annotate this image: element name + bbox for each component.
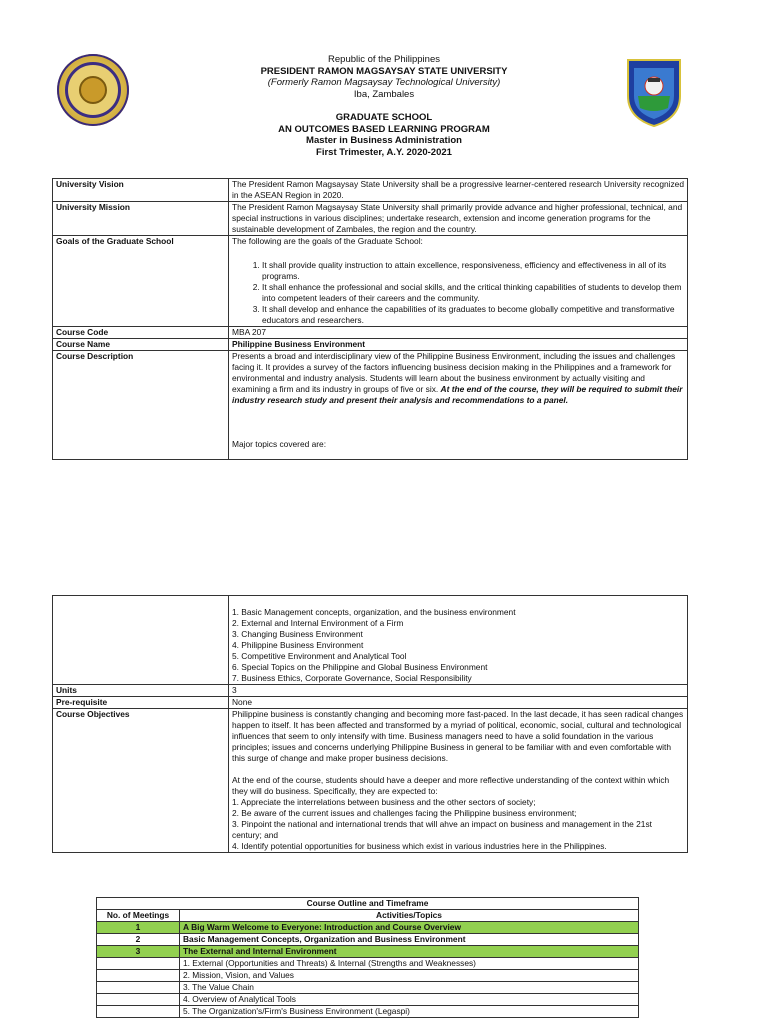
mission-text: The President Ramon Magsaysay State University shall primarily provide advance and higher professional, technical, and special instructions in various disciplines; undertake research, extension and income generation programs for the sustainable development of Zambales, the region and the country. xyxy=(229,202,688,236)
header-location: Iba, Zambales xyxy=(353,88,415,100)
course-code: MBA 207 xyxy=(229,327,688,339)
header-formerly: (Formerly Ramon Magsaysay Technological University) xyxy=(267,77,501,88)
topic-item: 1. Basic Management concepts, organization, and the business environment xyxy=(232,607,516,617)
goals-list xyxy=(232,260,684,326)
topic-item: 7. Business Ethics, Corporate Governance, Social Responsibility xyxy=(232,673,472,683)
header-university: PRESIDENT RAMON MAGSAYSAY STATE UNIVERSITY xyxy=(260,65,508,77)
vision-label: University Vision xyxy=(53,179,229,202)
goals-cell xyxy=(229,236,688,327)
meeting-number: 1 xyxy=(97,922,180,934)
units-value: 3 xyxy=(229,685,688,697)
objectives-intro: At the end of the course, students should have a deeper and more reflective understanding of the context within which they will do business. Specifically, they are expected to: xyxy=(232,775,670,796)
course-code-label: Course Code xyxy=(53,327,229,339)
header-degree: Master in Business Administration xyxy=(306,135,462,146)
topic-item: 6. Special Topics on the Philippine and Global Business Environment xyxy=(232,662,488,672)
goals-intro: The following are the goals of the Graduate School: xyxy=(232,236,423,246)
meeting-number: 3 xyxy=(97,946,180,958)
course-details-table xyxy=(52,595,688,853)
course-description-cell xyxy=(229,351,688,460)
goals-label: Goals of the Graduate School xyxy=(53,236,229,327)
topics-label-cell xyxy=(53,596,229,685)
units-label: Units xyxy=(53,685,229,697)
header-graduate-school: GRADUATE SCHOOL xyxy=(335,112,433,123)
course-description-emphasis: At the end of the course, they will be required to submit their industry research study and present their analysis and recommendations to a panel. xyxy=(232,384,683,405)
subtopic-item: 3. The Value Chain xyxy=(180,982,639,994)
course-name-label: Course Name xyxy=(53,339,229,351)
prerequisite-label: Pre-requisite xyxy=(53,697,229,709)
meeting-topic: A Big Warm Welcome to Everyone: Introduction and Course Overview xyxy=(180,922,639,934)
header-program: AN OUTCOMES BASED LEARNING PROGRAM xyxy=(278,123,490,135)
outline-col-meetings: No. of Meetings xyxy=(97,910,180,922)
objectives-paragraph: Philippine business is constantly changing and becoming more fast-paced. In the last decade, it has seen radical changes happen to itself. It has been affected and transformed by a myriad of political, economic, social, cultural and technological influences that seem to only intensify with time. Business managers need to have a solid foundation in the various principles; issues and concerns underlying Philippine Business in general to be familiar with and even comfortable with this surge of change and make proper business decisions. xyxy=(232,709,684,763)
mission-label: University Mission xyxy=(53,202,229,236)
topic-item: 2. External and Internal Environment of a Firm xyxy=(232,618,404,628)
course-info-table xyxy=(52,178,688,460)
course-outline-table xyxy=(96,897,639,1018)
subtopic-item: 5. The Organization's/Firm's Business Environment (Legaspi) xyxy=(180,1006,639,1018)
header-term: First Trimester, A.Y. 2020-2021 xyxy=(316,146,452,158)
objective-item: 1. Appreciate the interrelations between business and the other sectors of society; xyxy=(232,797,536,807)
objective-item: 2. Be aware of the current issues and challenges facing the Philippine business environment; xyxy=(232,808,577,818)
topic-item: 5. Competitive Environment and Analytical Tool xyxy=(232,651,407,661)
meeting-number: 2 xyxy=(97,934,180,946)
header-republic: Republic of the Philippines xyxy=(328,54,440,65)
goal-item: 1. It shall provide quality instruction to attain excellence, responsiveness, efficiency and effectiveness in all of its programs. xyxy=(262,260,684,282)
topic-item: 4. Philippine Business Environment xyxy=(232,640,364,650)
meeting-topic: The External and Internal Environment xyxy=(180,946,639,958)
subtopic-item: 2. Mission, Vision, and Values xyxy=(180,970,639,982)
objective-item: 4. Identify potential opportunities for business which exist in various industries here in the Philippines. xyxy=(232,841,607,851)
course-name: Philippine Business Environment xyxy=(229,339,688,351)
prerequisite-value: None xyxy=(229,697,688,709)
meeting-topic: Basic Management Concepts, Organization and Business Environment xyxy=(180,934,639,946)
course-objectives-cell xyxy=(229,709,688,853)
subtopic-item: 4. Overview of Analytical Tools xyxy=(180,994,639,1006)
vision-text: The President Ramon Magsaysay State University shall be a progressive learner-centered research University recognized in the ASEAN Region in 2020. xyxy=(229,179,688,202)
graduate-school-shield-icon xyxy=(624,56,684,128)
objective-item: 3. Pinpoint the national and international trends that will ahve an impact on business and management in the 21st century; and xyxy=(232,819,652,840)
course-description: Presents a broad and interdisciplinary view of the Philippine Business Environment, including the issues and challenges facing it. It provides a survey of the factors influencing business decision making in the Philippines and a framework for environmental and industry analysis. Students will learn about the business environment by actually visiting and examining a firm and its industry in groups of five or six. xyxy=(232,351,676,394)
course-objectives-label: Course Objectives xyxy=(53,709,229,853)
topics-cell xyxy=(229,596,688,685)
subtopic-item: 1. External (Opportunities and Threats) & Internal (Strengths and Weaknesses) xyxy=(180,958,639,970)
document-header xyxy=(140,54,628,158)
outline-title: Course Outline and Timeframe xyxy=(97,898,639,910)
course-description-label: Course Description xyxy=(53,351,229,460)
university-seal-icon xyxy=(57,54,129,126)
major-topics-intro: Major topics covered are: xyxy=(232,439,327,449)
topic-item: 3. Changing Business Environment xyxy=(232,629,363,639)
goal-item: 2. It shall enhance the professional and social skills, and the critical thinking capabilities of students to develop them into competent leaders of their careers and the community. xyxy=(262,282,684,304)
goal-item: 3. It shall develop and enhance the capabilities of its graduates to become globally competitive and transformative educators and researchers. xyxy=(262,304,684,326)
outline-col-activities: Activities/Topics xyxy=(180,910,639,922)
